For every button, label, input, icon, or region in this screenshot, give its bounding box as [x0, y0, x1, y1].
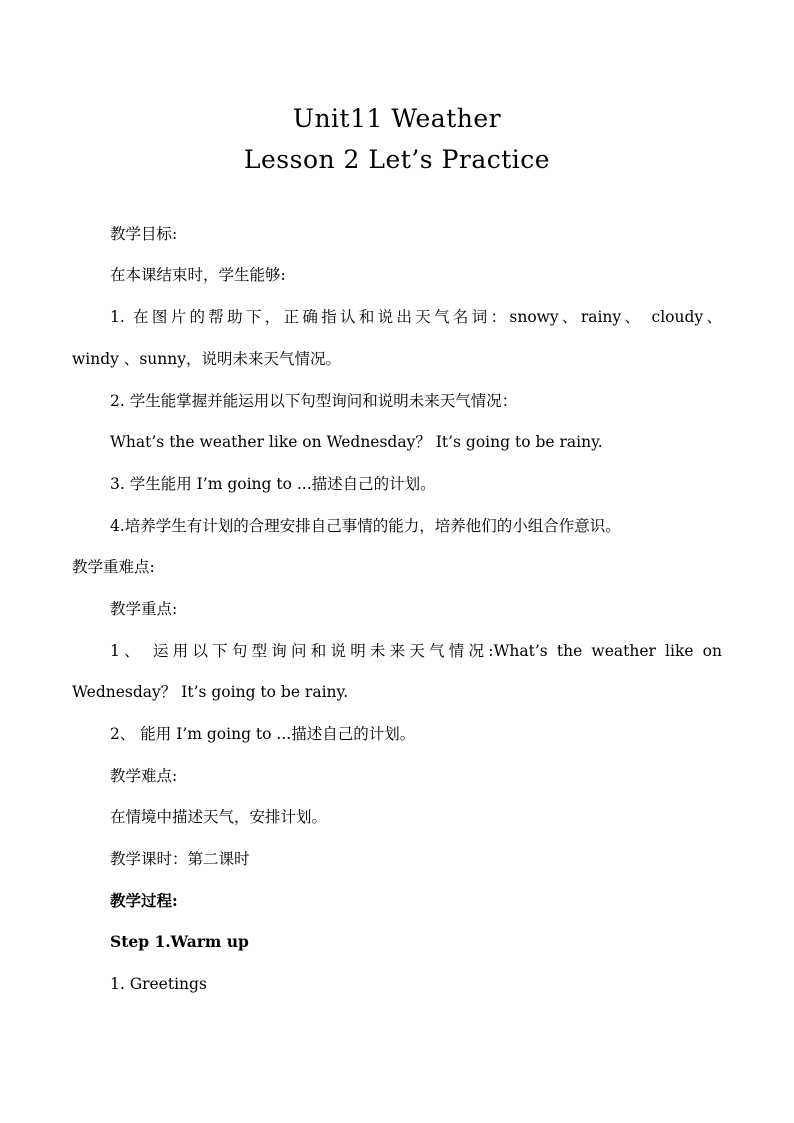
difficult-points-text: 在情境中描述天气，安排计划。: [110, 808, 328, 826]
key-points-heading: 教学重点:: [110, 600, 178, 618]
objectives-intro: 在本课结束时，学生能够:: [110, 266, 286, 284]
objective-2: 2. 学生能掌握并能运用以下句型询问和说明未来天气情况：: [110, 392, 518, 410]
key-point-2: 2、 能用 I’m going to ...描述自己的计划。: [110, 725, 416, 743]
difficult-points-heading: 教学难点:: [110, 767, 178, 785]
objective-3: 3. 学生能用 I’m going to ...描述自己的计划。: [110, 475, 436, 493]
step-1-heading: Step 1.Warm up: [110, 932, 249, 951]
objective-4: 4.培养学生有计划的合理安排自己事情的能力，培养他们的小组合作意识。: [110, 517, 621, 535]
objectives-heading: 教学目标:: [110, 225, 178, 243]
objective-1-line-2: windy 、sunny，说明未来天气情况。: [72, 350, 341, 368]
key-point-1-line-1: 1、 运用以下句型询问和说明未来天气情况:What’s the weather like on: [110, 642, 722, 660]
key-point-1-line-2: Wednesday？ It’s going to be rainy.: [72, 683, 349, 701]
key-difficult-heading: 教学重难点:: [72, 558, 155, 576]
title-unit: Unit11 Weather: [292, 104, 502, 133]
process-heading: 教学过程:: [110, 891, 178, 910]
step-1-item-1: 1. Greetings: [110, 975, 207, 993]
class-periods: 教学课时：第二课时: [110, 850, 250, 868]
title-lesson: Lesson 2 Let’s Practice: [243, 145, 551, 174]
objective-2-example: What’s the weather like on Wednesday？ It’s going to be rainy.: [110, 433, 603, 451]
objective-1-line-1: 1. 在图片的帮助下，正确指认和说出天气名词：snowy、rainy、 cloudy、: [110, 308, 722, 326]
